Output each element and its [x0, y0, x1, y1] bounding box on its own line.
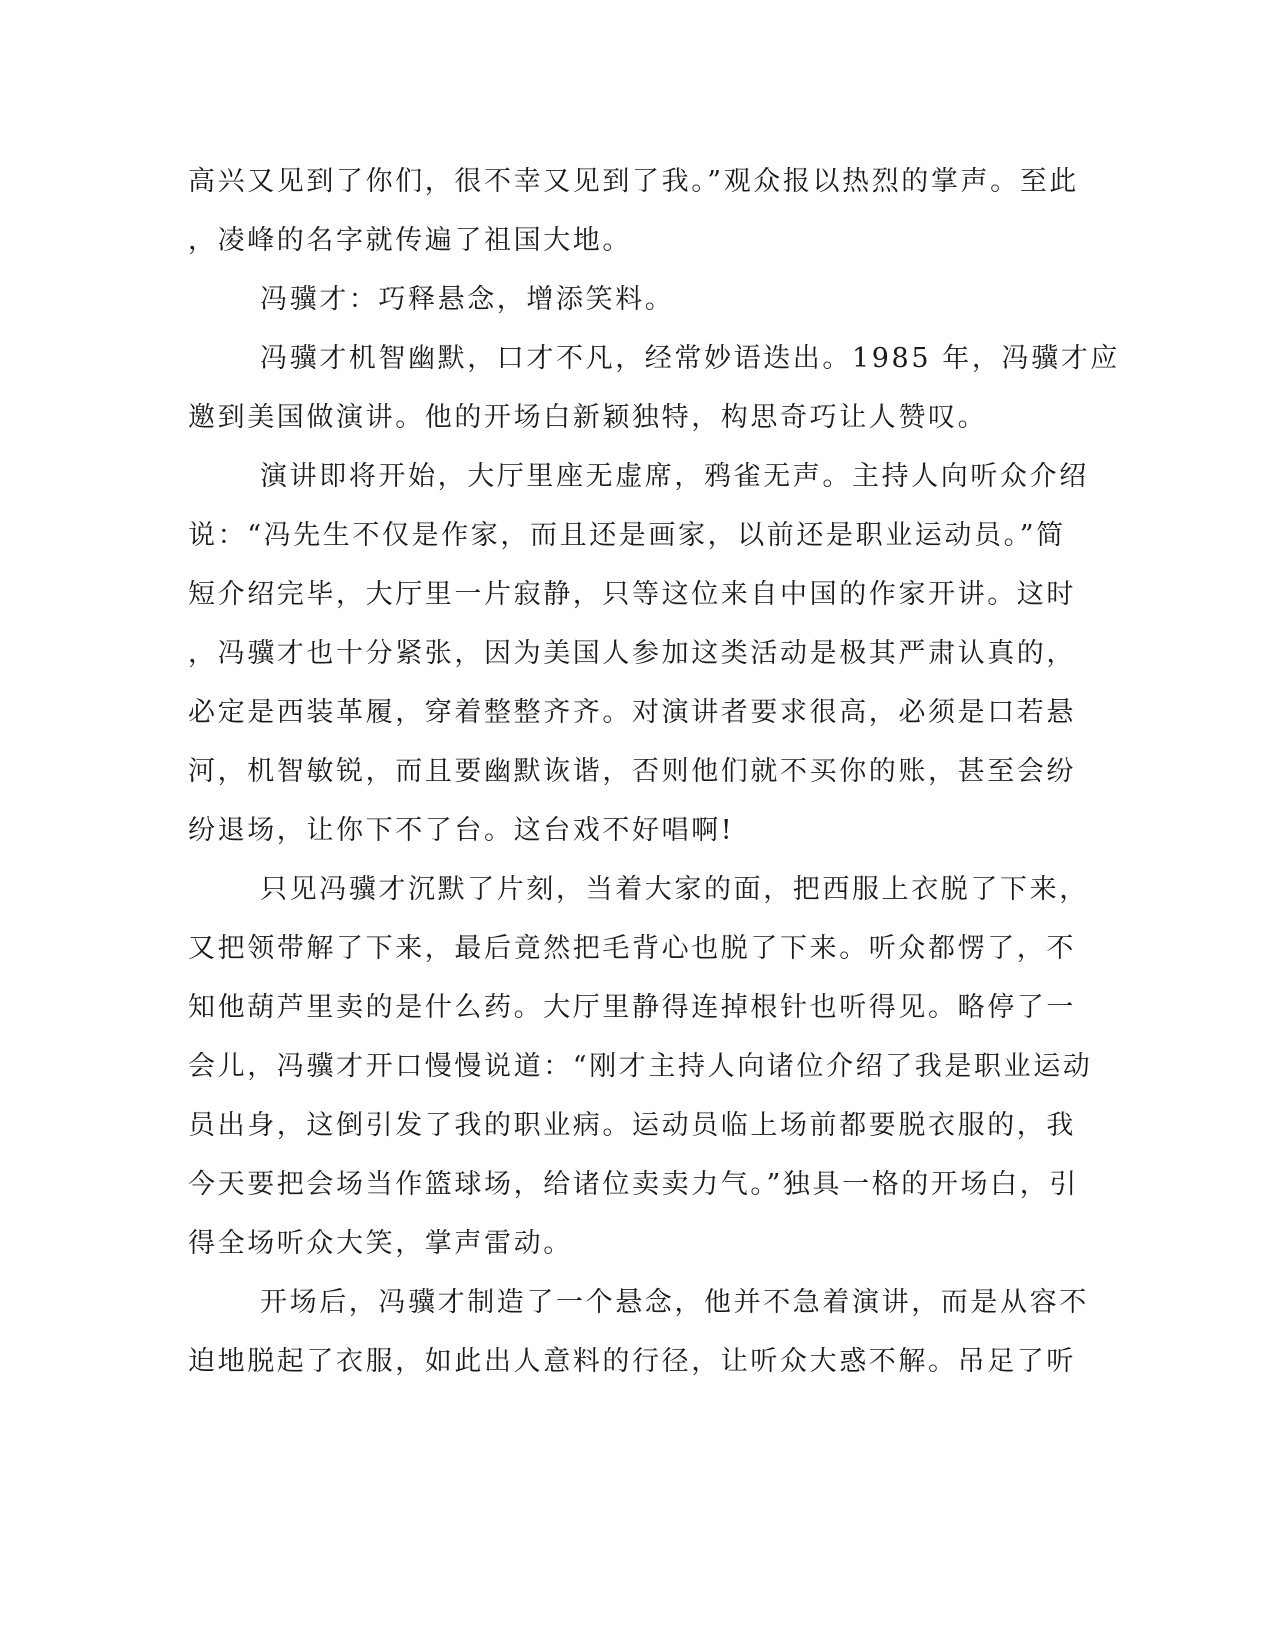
text-line: 迫地脱起了衣服，如此出人意料的行径，让听众大惑不解。吊足了听 — [188, 1346, 1076, 1377]
text-line: 短介绍完毕，大厅里一片寂静，只等这位来自中国的作家开讲。这时 — [188, 579, 1076, 610]
text-line: 高兴又见到了你们，很不幸又见到了我。”观众报以热烈的掌声。至此 — [188, 166, 1079, 197]
text-line: 邀到美国做演讲。他的开场白新颖独特，构思奇巧让人赞叹。 — [188, 402, 988, 433]
text-line: 纷退场，让你下不了台。这台戏不好唱啊! — [188, 815, 735, 846]
text-line: 演讲即将开始，大厅里座无虚席，鸦雀无声。主持人向听众介绍 — [260, 461, 1089, 492]
text-line: 今天要把会场当作篮球场，给诸位卖卖力气。”独具一格的开场白，引 — [188, 1169, 1079, 1200]
text-line: 又把领带解了下来，最后竟然把毛背心也脱了下来。听众都愣了，不 — [188, 933, 1076, 964]
text-line: 说：“冯先生不仅是作家，而且还是画家，以前还是职业运动员。”简 — [188, 520, 1066, 551]
text-line: 会儿，冯骥才开口慢慢说道：“刚才主持人向诸位介绍了我是职业运动 — [188, 1051, 1093, 1082]
text-line: 得全场听众大笑，掌声雷动。 — [188, 1228, 573, 1259]
text-line: 员出身，这倒引发了我的职业病。运动员临上场前都要脱衣服的，我 — [188, 1110, 1076, 1141]
text-line: 冯骥才机智幽默，口才不凡，经常妙语迭出。1985 年，冯骥才应 — [260, 343, 1120, 374]
text-line: 开场后，冯骥才制造了一个悬念，他并不急着演讲，而是从容不 — [260, 1287, 1089, 1318]
text-line: 只见冯骥才沉默了片刻，当着大家的面，把西服上衣脱了下来， — [260, 874, 1089, 905]
text-line: ，凌峰的名字就传遍了祖国大地。 — [188, 225, 632, 256]
text-line: 必定是西装革履，穿着整整齐齐。对演讲者要求很高，必须是口若悬 — [188, 697, 1076, 728]
section-heading: 冯骥才：巧释悬念，增添笑料。 — [260, 284, 675, 315]
text-line: 河，机智敏锐，而且要幽默诙谐，否则他们就不买你的账，甚至会纷 — [188, 756, 1076, 787]
text-line: 知他葫芦里卖的是什么药。大厅里静得连掉根针也听得见。略停了一 — [188, 992, 1076, 1023]
text-line: ，冯骥才也十分紧张，因为美国人参加这类活动是极其严肃认真的， — [188, 638, 1076, 669]
